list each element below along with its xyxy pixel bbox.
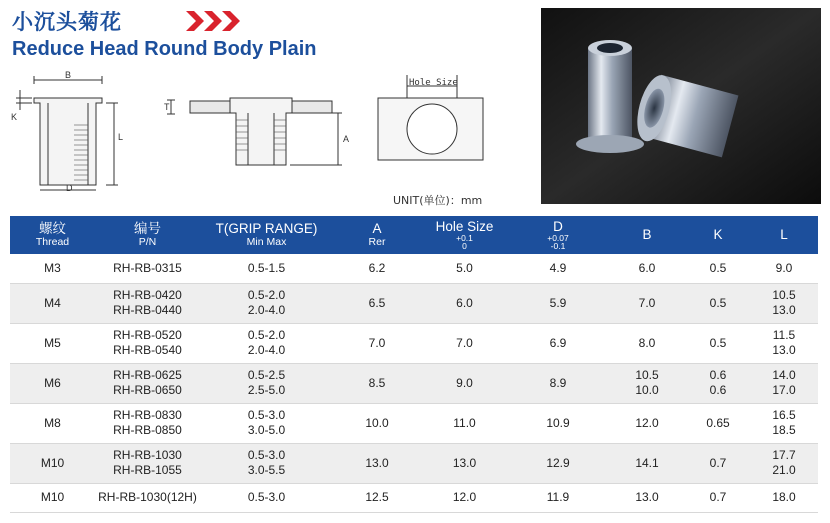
cell-d: 4.9 <box>549 260 567 275</box>
table-row <box>10 283 818 323</box>
header-thread: 螺纹 Thread <box>35 221 70 248</box>
cell-l <box>750 254 818 283</box>
cell-a: 6.5 <box>368 295 386 310</box>
cell-k <box>686 363 750 403</box>
cell-grip-range-line: 3.0-5.5 <box>247 463 286 477</box>
table-row <box>10 483 818 512</box>
cell-pn-line: RH-RB-1055 <box>113 463 182 477</box>
header-a: A Rer <box>368 221 386 248</box>
header-grip-range: T(GRIP RANGE) Min Max <box>215 221 318 248</box>
cell-a: 6.2 <box>368 260 386 275</box>
cell-grip-range <box>200 483 333 512</box>
label-l: L <box>118 132 124 142</box>
cell-pn-line: RH-RB-0625 <box>113 368 182 382</box>
cell-hole-size: 6.0 <box>456 295 473 310</box>
cell-b-line: 14.1 <box>635 455 659 470</box>
cell-b <box>608 363 686 403</box>
cell-thread: M10 <box>40 455 65 470</box>
cell-grip-range-line: 2.0-4.0 <box>247 343 286 357</box>
cell-pn-line: RH-RB-0420 <box>113 288 182 302</box>
hole-size-drawing <box>378 75 483 160</box>
table-header-row <box>10 216 818 254</box>
side-view-drawing <box>11 70 123 193</box>
table-row <box>10 254 818 283</box>
cell-pn <box>95 483 200 512</box>
cell-hole-size: 5.0 <box>456 260 473 275</box>
cell-k-line: 0.7 <box>709 490 727 504</box>
cell-l <box>750 363 818 403</box>
cell-grip-range <box>200 283 333 323</box>
header-b: B <box>642 226 652 242</box>
cell-l-line: 10.5 <box>772 288 796 302</box>
label-a: A <box>343 134 350 144</box>
cell-grip-range-line: 2.0-4.0 <box>247 303 286 317</box>
cell-b-line: 8.0 <box>638 335 656 350</box>
cell-l-line: 11.5 <box>772 328 796 342</box>
cell-thread: M6 <box>44 375 61 390</box>
cell-pn-line: RH-RB-0520 <box>113 328 182 342</box>
product-photo <box>541 8 821 204</box>
cell-b <box>608 323 686 363</box>
cell-k <box>686 483 750 512</box>
cell-l <box>750 403 818 443</box>
cell-k <box>686 323 750 363</box>
cell-l-line: 17.0 <box>772 383 796 397</box>
cell-hole-size: 12.0 <box>452 490 477 504</box>
title-chinese: 小沉头菊花 <box>12 10 122 34</box>
cell-k-line: 0.5 <box>709 260 727 275</box>
cell-k <box>686 254 750 283</box>
cell-l-line: 16.5 <box>772 408 796 422</box>
cell-l <box>750 483 818 512</box>
cell-k <box>686 403 750 443</box>
header-l: L <box>780 226 788 242</box>
cell-b-line: 12.0 <box>635 415 659 430</box>
cell-pn <box>95 403 200 443</box>
cell-pn-line: RH-RB-1030 <box>113 448 182 462</box>
cell-grip-range <box>200 254 333 283</box>
label-k: K <box>11 112 18 122</box>
cell-l-line: 14.0 <box>772 368 796 382</box>
header-hole-size: Hole Size +0.1 0 <box>435 218 494 252</box>
cell-grip-range <box>200 443 333 483</box>
cell-pn-line: RH-RB-0650 <box>113 383 182 397</box>
cell-b <box>608 483 686 512</box>
cell-b <box>608 403 686 443</box>
cell-a: 13.0 <box>365 455 389 470</box>
cell-thread: M8 <box>44 415 61 430</box>
cell-k-line: 0.5 <box>709 295 727 310</box>
title-english: Reduce Head Round Body Plain <box>12 38 317 60</box>
cell-pn-line: RH-RB-0315 <box>113 260 182 275</box>
cell-a: 10.0 <box>365 415 389 430</box>
chevron-arrows-icon <box>186 10 242 32</box>
cell-d: 8.9 <box>549 375 567 390</box>
technical-drawings <box>8 70 528 200</box>
cell-pn <box>95 254 200 283</box>
cell-d: 10.9 <box>546 415 570 430</box>
cell-k-line: 0.5 <box>709 335 727 350</box>
cell-pn-line: RH-RB-0830 <box>113 408 182 422</box>
cell-pn-line: RH-RB-1030(12H) <box>98 490 197 504</box>
header-d: D +0.07 -0.1 <box>547 218 569 252</box>
cell-thread: M3 <box>44 260 61 275</box>
cell-a: 8.5 <box>368 375 386 390</box>
cell-b-line: 7.0 <box>638 295 656 310</box>
cell-b <box>608 443 686 483</box>
table-row <box>10 323 818 363</box>
unit-label: UNIT(单位)：mm <box>393 194 483 207</box>
label-hole-size: Hole Size <box>409 78 458 88</box>
header-k: K <box>713 226 723 242</box>
cell-grip-range <box>200 363 333 403</box>
cell-b <box>608 283 686 323</box>
cell-d: 11.9 <box>546 490 570 504</box>
cell-d: 12.9 <box>546 455 570 470</box>
cell-pn-line: RH-RB-0440 <box>113 303 182 317</box>
cell-b-line: 10.5 <box>635 368 659 382</box>
cell-grip-range-line: 2.5-5.0 <box>247 383 286 397</box>
cell-l-line: 13.0 <box>772 303 796 317</box>
cell-hole-size: 13.0 <box>452 455 477 470</box>
cell-l <box>750 323 818 363</box>
table-row <box>10 403 818 443</box>
cell-pn <box>95 323 200 363</box>
cell-k-line: 0.6 <box>709 383 727 397</box>
cell-grip-range-line: 0.5-2.0 <box>247 288 286 302</box>
cell-l <box>750 283 818 323</box>
cell-l-line: 18.0 <box>772 490 796 504</box>
label-d: D <box>66 183 73 193</box>
installed-section-drawing <box>164 98 349 165</box>
cell-b-line: 10.0 <box>635 383 659 397</box>
cell-l-line: 21.0 <box>772 463 796 477</box>
cell-grip-range <box>200 403 333 443</box>
cell-pn <box>95 283 200 323</box>
cell-hole-size: 7.0 <box>456 335 473 350</box>
cell-grip-range-line: 0.5-2.5 <box>247 368 286 382</box>
cell-l-line: 18.5 <box>772 423 796 437</box>
cell-l <box>750 443 818 483</box>
cell-a: 12.5 <box>365 490 389 504</box>
cell-pn-line: RH-RB-0850 <box>113 423 182 437</box>
cell-k-line: 0.6 <box>709 368 727 382</box>
label-t: T <box>164 102 170 112</box>
cell-l-line: 9.0 <box>775 260 793 275</box>
cell-grip-range-line: 0.5-1.5 <box>247 260 286 275</box>
cell-thread: M10 <box>40 490 65 504</box>
cell-grip-range-line: 3.0-5.0 <box>247 423 286 437</box>
cell-d: 6.9 <box>549 335 567 350</box>
cell-b <box>608 254 686 283</box>
cell-l-line: 13.0 <box>772 343 796 357</box>
cell-hole-size: 9.0 <box>456 375 473 390</box>
cell-k-line: 0.65 <box>706 415 730 430</box>
table-row <box>10 363 818 403</box>
cell-k-line: 0.7 <box>709 455 727 470</box>
cell-hole-size: 11.0 <box>453 415 476 430</box>
cell-k <box>686 283 750 323</box>
cell-pn <box>95 443 200 483</box>
cell-a: 7.0 <box>368 335 386 350</box>
cell-grip-range-line: 0.5-2.0 <box>247 328 286 342</box>
cell-l-line: 17.7 <box>772 448 796 462</box>
cell-b-line: 6.0 <box>638 260 656 275</box>
cell-b-line: 13.0 <box>635 490 659 504</box>
cell-pn-line: RH-RB-0540 <box>113 343 182 357</box>
spec-table <box>10 216 818 513</box>
header-pn: 编号 P/N <box>134 221 161 248</box>
cell-thread: M4 <box>44 295 61 310</box>
cell-grip-range-line: 0.5-3.0 <box>247 490 286 504</box>
cell-grip-range <box>200 323 333 363</box>
cell-grip-range-line: 0.5-3.0 <box>247 448 286 462</box>
cell-thread: M5 <box>44 335 61 350</box>
cell-k <box>686 443 750 483</box>
label-b: B <box>65 70 72 80</box>
cell-pn <box>95 363 200 403</box>
cell-d: 5.9 <box>549 295 567 310</box>
table-row <box>10 443 818 483</box>
cell-grip-range-line: 0.5-3.0 <box>247 408 286 422</box>
